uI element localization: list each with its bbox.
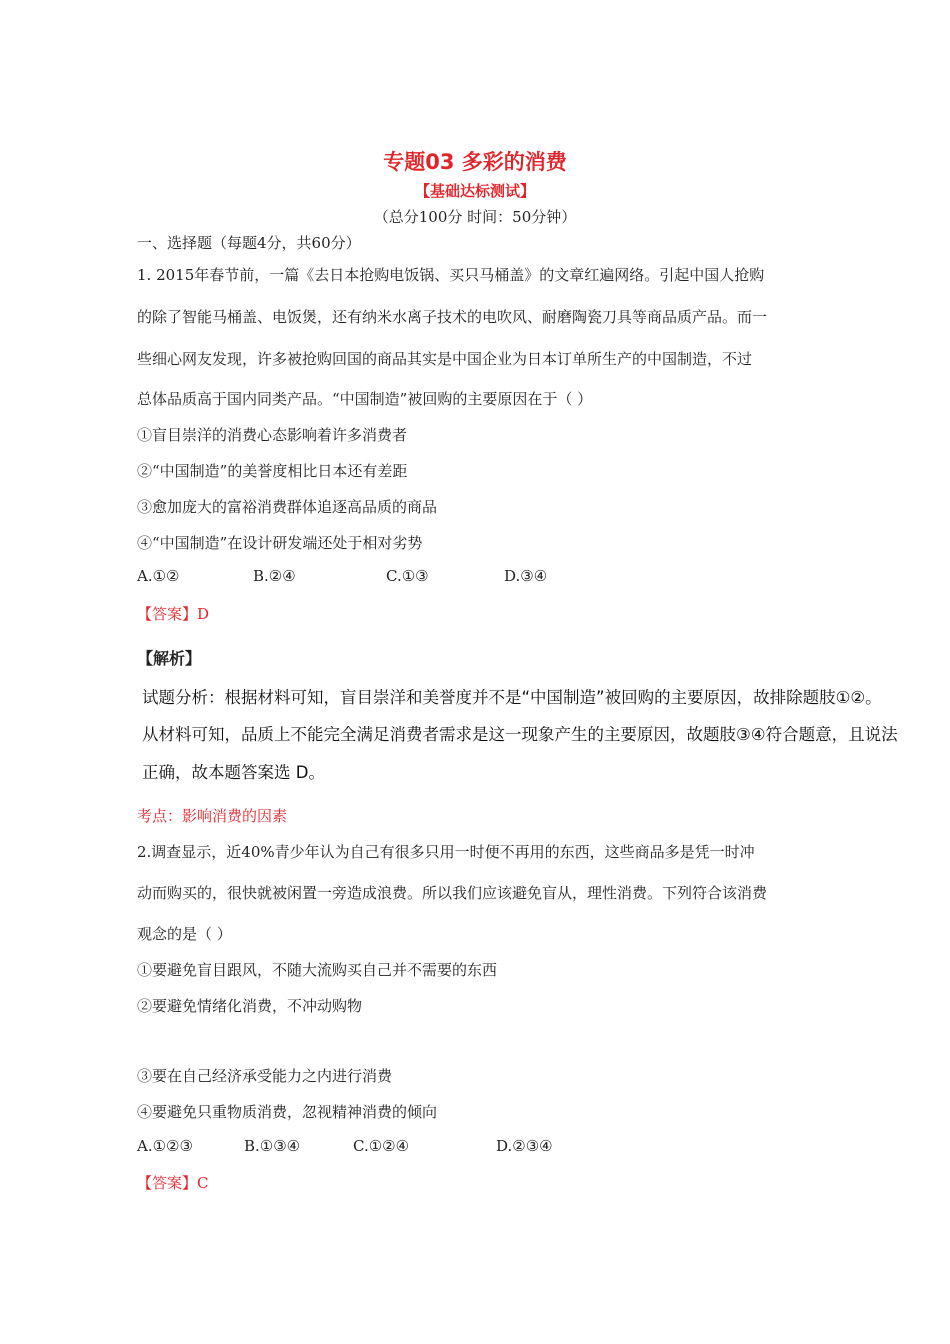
- q2-answer: [137, 1172, 209, 1193]
- q1-option-a: A.①②: [137, 567, 180, 585]
- q1-answer: [137, 603, 209, 624]
- q2-item: ②要避免情绪化消费，不冲动购物: [137, 997, 363, 1015]
- q2-option-c: C.①②④: [353, 1137, 410, 1155]
- q1-line: 总体品质高于国内同类产品。“中国制造”被回购的主要原因在于（ ）: [137, 390, 593, 408]
- q1-line: 的除了智能马桶盖、电饭煲，还有纳米水离子技术的电吹风、耐磨陶瓷刀具等商品质产品。而一: [137, 308, 768, 326]
- q2-option-b: B.①③④: [244, 1137, 301, 1155]
- q1-analysis-heading: 【解析】: [137, 649, 202, 668]
- q2-item: ④要避免只重物质消费，忽视精神消费的倾向: [137, 1103, 438, 1121]
- answer-value: D: [197, 605, 210, 623]
- q1-analysis-line: 试题分析：根据材料可知，盲目崇洋和美誉度并不是“中国制造”被回购的主要原因，故排除题肢①②。: [142, 688, 882, 707]
- q1-item: ③愈加庞大的富裕消费群体追逐高品质的商品: [137, 498, 438, 516]
- page-title: 专题03 多彩的消费: [383, 150, 567, 174]
- q1-point: 考点：影响消费的因素: [137, 807, 288, 825]
- q1-item: ②“中国制造”的美誉度相比日本还有差距: [137, 462, 408, 480]
- exam-meta: （总分100分 时间：50分钟）: [373, 208, 577, 226]
- q2-line: 2.调查显示，近40%青少年认为自己有很多只用一时便不再用的东西，这些商品多是凭一时冲: [137, 843, 755, 861]
- q2-item: ①要避免盲目跟风，不随大流购买自己并不需要的东西: [137, 961, 498, 979]
- q1-option-d: D.③④: [504, 567, 548, 585]
- q2-line: 动而购买的，很快就被闲置一旁造成浪费。所以我们应该避免盲从，理性消费。下列符合该消费: [137, 884, 768, 902]
- answer-value: C: [197, 1174, 209, 1192]
- page-subtitle: 【基础达标测试】: [414, 182, 535, 200]
- q2-line: 观念的是（ ）: [137, 925, 232, 943]
- q1-line: 1. 2015年春节前，一篇《去日本抢购电饭锅、买只马桶盖》的文章红遍网络。引起中国人抢购: [137, 266, 765, 284]
- q1-line: 些细心网友发现，许多被抢购回国的商品其实是中国企业为日本订单所生产的中国制造，不过: [137, 350, 753, 368]
- q1-item: ①盲目崇洋的消费心态影响着许多消费者: [137, 426, 408, 444]
- q2-option-d: D.②③④: [496, 1137, 553, 1155]
- q1-analysis-line: 从材料可知，品质上不能完全满足消费者需求是这一现象产生的主要原因，故题肢③④符合题意，且说法: [142, 725, 898, 744]
- q1-option-b: B.②④: [253, 567, 296, 585]
- answer-label: 【答案】: [137, 1174, 198, 1192]
- q1-analysis-line: 正确，故本题答案选 D。: [142, 763, 325, 782]
- q2-option-a: A.①②③: [137, 1137, 193, 1155]
- section-heading: 一、选择题（每题4分，共60分）: [137, 234, 361, 252]
- answer-label: 【答案】: [137, 605, 198, 623]
- q1-option-c: C.①③: [386, 567, 429, 585]
- q2-item: ③要在自己经济承受能力之内进行消费: [137, 1067, 393, 1085]
- q1-item: ④“中国制造”在设计研发端还处于相对劣势: [137, 534, 423, 552]
